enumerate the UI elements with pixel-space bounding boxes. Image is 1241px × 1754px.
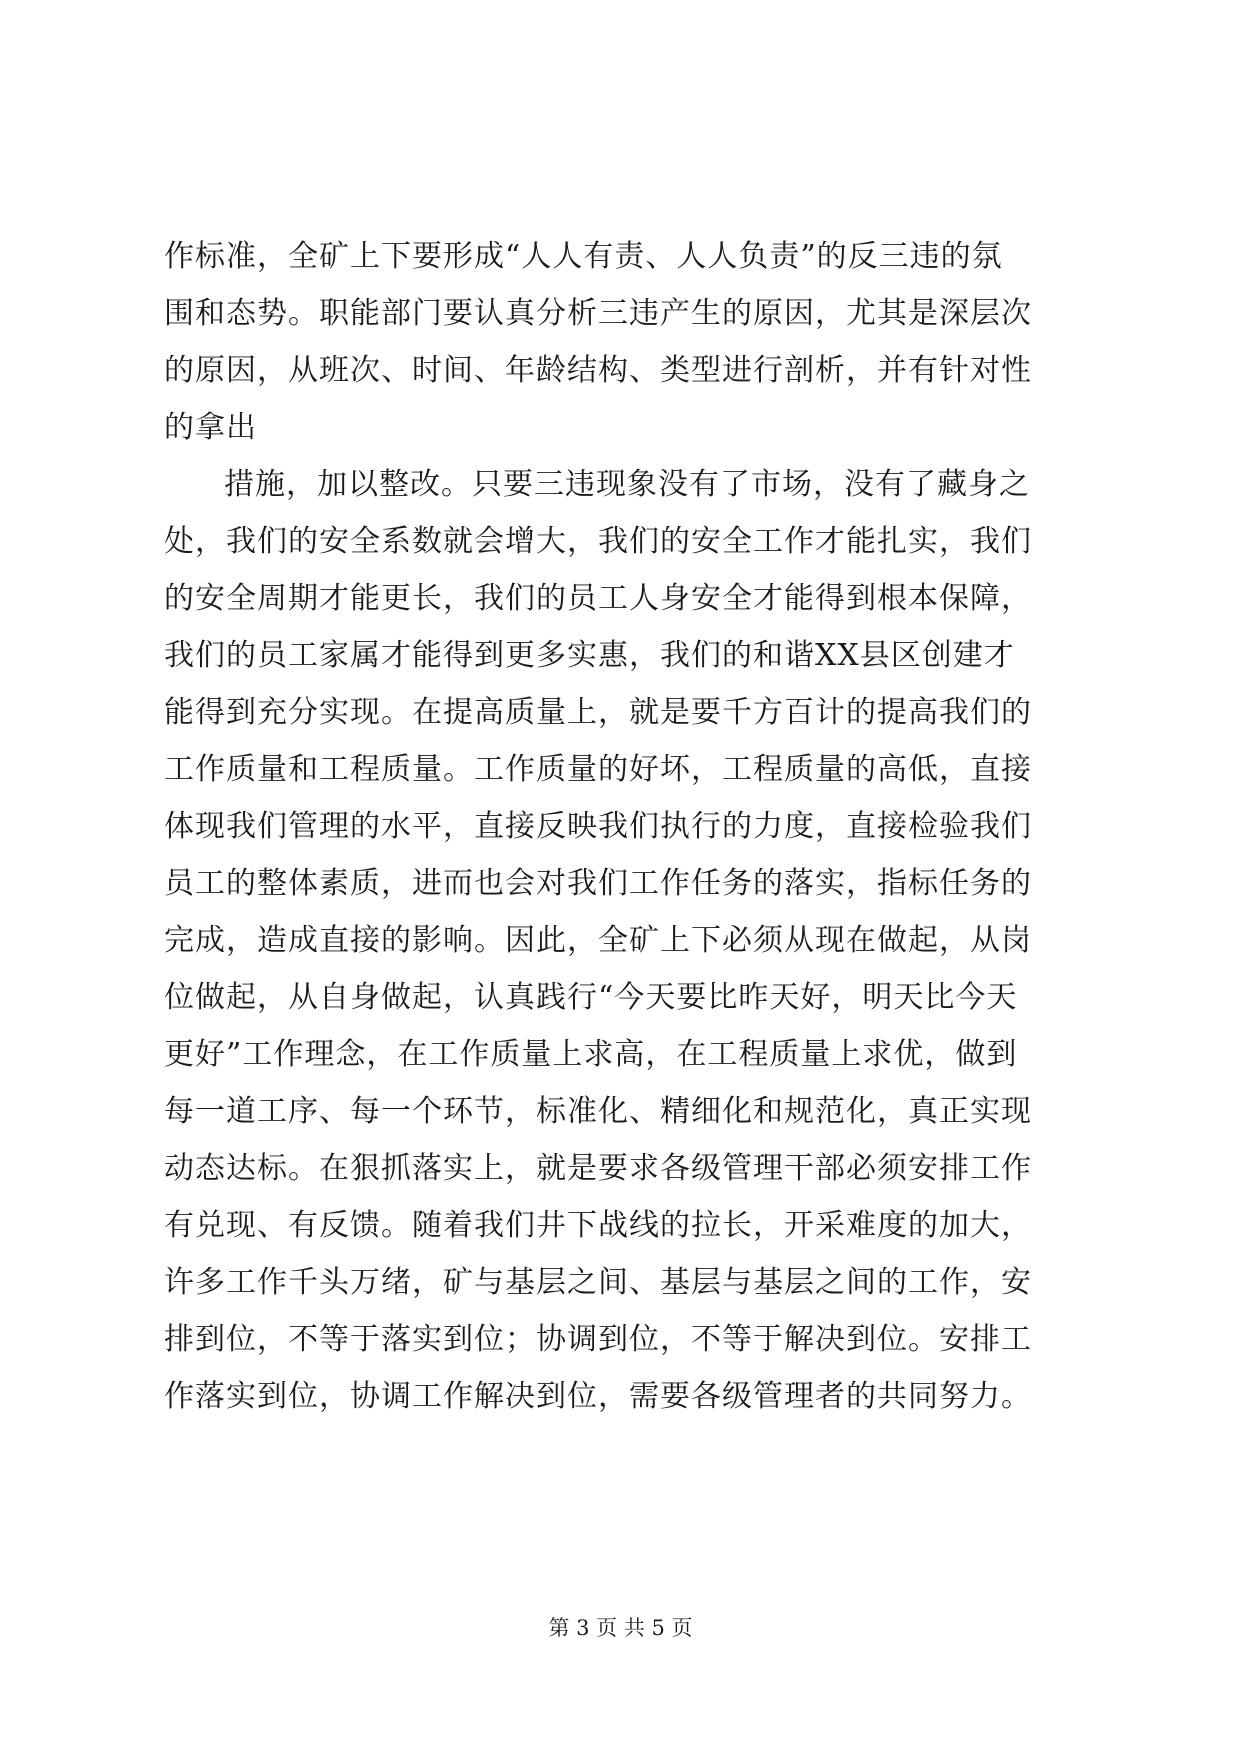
body-line: 能得到充分实现。在提高质量上，就是要千方百计的提高我们的 [164, 695, 1032, 730]
body-line: 作标准，全矿上下要形成“人人有责、人人负责”的反三违的氛 [164, 239, 1003, 274]
body-line: 体现我们管理的水平，直接反映我们执行的力度，直接检验我们 [164, 809, 1032, 844]
body-line: 的安全周期才能更长，我们的员工人身安全才能得到根本保障， [164, 581, 1032, 616]
page-number-footer: 第 3 页 共 5 页 [548, 1616, 693, 1640]
body-line: 我们的员工家属才能得到更多实惠，我们的和谐XX县区创建才 [164, 638, 1015, 673]
body-line: 完成，造成直接的影响。因此，全矿上下必须从现在做起，从岗 [164, 923, 1032, 958]
body-line: 更好”工作理念，在工作质量上求高，在工程质量上求优，做到 [164, 1037, 1018, 1072]
body-line: 动态达标。在狠抓落实上，就是要求各级管理干部必须安排工作 [164, 1151, 1032, 1186]
body-line: 许多工作千头万绪，矿与基层之间、基层与基层之间的工作，安 [164, 1265, 1032, 1300]
body-line: 措施，加以整改。只要三违现象没有了市场，没有了藏身之 [224, 467, 1030, 502]
body-line: 的原因，从班次、时间、年龄结构、类型进行剖析，并有针对性 [164, 353, 1032, 388]
body-line: 每一道工序、每一个环节，标准化、精细化和规范化，真正实现 [164, 1094, 1032, 1129]
body-line: 工作质量和工程质量。工作质量的好坏，工程质量的高低，直接 [164, 752, 1032, 787]
body-line: 作落实到位，协调工作解决到位，需要各级管理者的共同努力。 [164, 1379, 1032, 1414]
body-line: 排到位，不等于落实到位；协调到位，不等于解决到位。安排工 [164, 1322, 1032, 1357]
body-line: 处，我们的安全系数就会增大，我们的安全工作才能扎实，我们 [164, 524, 1032, 559]
body-line: 位做起，从自身做起，认真践行“今天要比昨天好，明天比今天 [164, 980, 1018, 1015]
body-line: 员工的整体素质，进而也会对我们工作任务的落实，指标任务的 [164, 866, 1032, 901]
body-line: 有兑现、有反馈。随着我们井下战线的拉长，开采难度的加大， [164, 1208, 1032, 1243]
body-line: 围和态势。职能部门要认真分析三违产生的原因，尤其是深层次 [164, 296, 1032, 331]
document-body [164, 228, 1084, 1425]
body-line: 的拿出 [164, 410, 257, 445]
